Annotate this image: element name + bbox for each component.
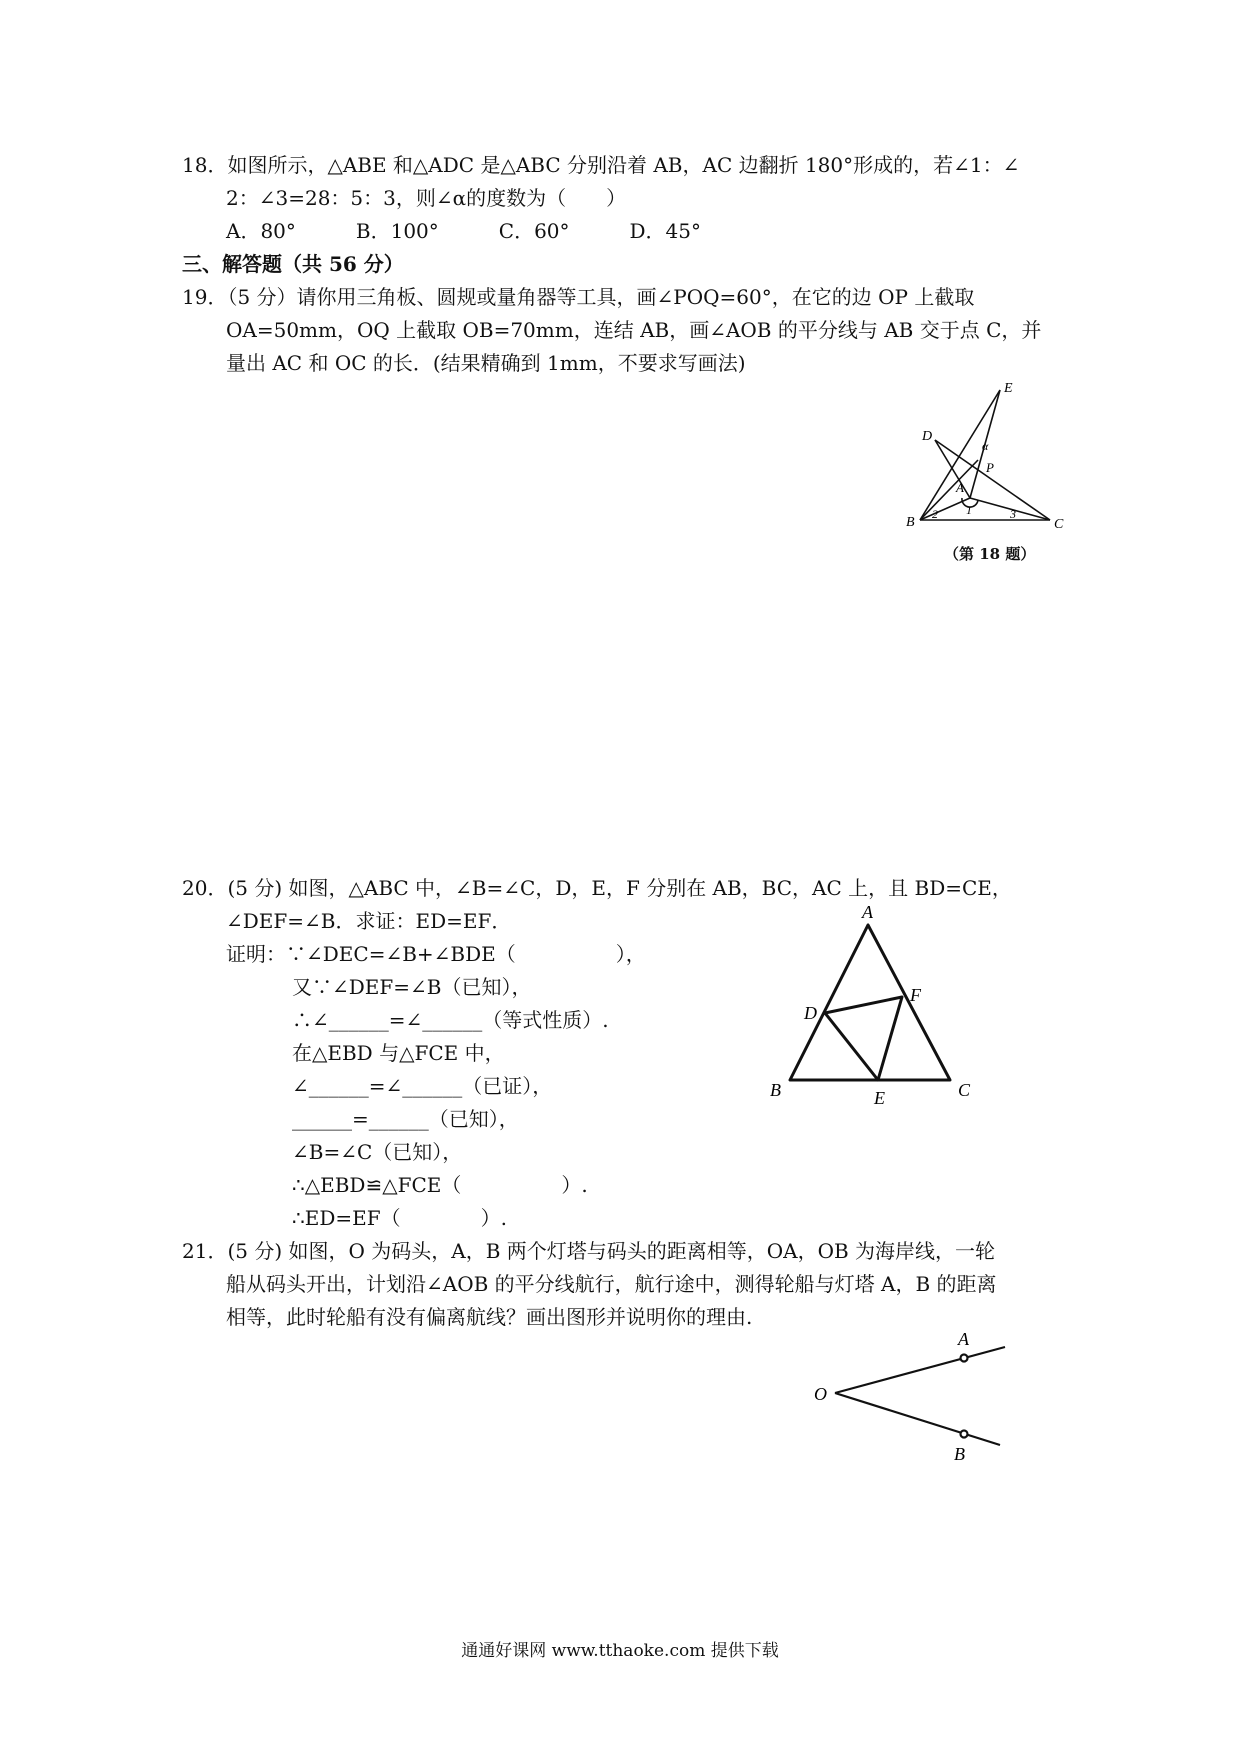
fig21-label-A: A [958,1329,969,1349]
q20-proof-line-9: ∴ED=EF（ ）. [292,1206,507,1230]
fig20-label-B: B [770,1080,781,1100]
q19-line2: OA=50mm，OQ 上截取 OB=70mm，连结 AB，画∠AOB 的平分线与 AB 交于点 C，并 [226,318,1042,342]
fig18-segment-DC [935,440,1050,520]
q20-proof-line-2: 又∵∠DEF=∠B（已知）， [292,975,532,999]
q19-line3: 量出 AC 和 OC 的长．(结果精确到 1mm，不要求写画法) [226,351,746,375]
q20-proof-line-7: ∠B=∠C（已知）， [292,1140,463,1164]
fig18-label-1: 1 [966,503,972,517]
fig18-label-3: 3 [1010,507,1016,521]
fig21-ray-OA [835,1347,1005,1393]
fig18-label-C: C [1054,517,1064,532]
q21-line1: 21．(5 分) 如图，O 为码头，A，B 两个灯塔与码头的距离相等，OA，OB 为海岸线，一轮 [182,1239,996,1263]
fig21-label-B: B [954,1444,965,1464]
fig20-label-A: A [862,902,873,922]
q20-line2: ∠DEF=∠B．求证：ED=EF． [226,909,512,933]
fig18-label-D: D [922,429,933,444]
section-3-heading: 三、解答题（共 56 分） [182,252,404,276]
q19-line1: 19．（5 分）请你用三角板、圆规或量角器等工具，画∠POQ=60°，在它的边 OP 上截取 [182,285,975,309]
fig18-label-A: A [956,480,964,495]
fig20-label-E: E [874,1088,885,1108]
q20-proof-line-4: 在△EBD 与△FCE 中， [292,1041,505,1065]
fig20-label-C: C [958,1080,971,1100]
fig18-label-alpha: α [982,439,989,453]
fig20-label-F: F [910,985,921,1005]
figure-21 [800,1325,1020,1465]
q18-line1: 18．如图所示，△ABE 和△ADC 是△ABC 分别沿着 AB，AC 边翻折 180°形成的，若∠1：∠ [182,153,1020,177]
fig18-label-B: B [906,515,915,530]
q20-proof-line-3: ∴∠______=∠______（等式性质）. [292,1008,609,1032]
page-footer: 通通好课网 www.tthaoke.com 提供下载 [461,1641,779,1661]
fig18-label-P: P [986,460,994,475]
q21-line2: 船从码头开出，计划沿∠AOB 的平分线航行，航行途中，测得轮船与灯塔 A，B 的距离 [226,1272,997,1296]
fig21-point-A [961,1355,968,1362]
q20-proof-line-6: ______=______（已知）， [292,1107,519,1131]
fig21-ray-OB [835,1393,1000,1445]
q20-proof-line-8: ∴△EBD≌△FCE（ ）. [292,1173,588,1197]
q18-line2: 2：∠3=28：5：3，则∠α的度数为（ ） [226,186,627,210]
figure-20 [760,900,990,1115]
q20-proof-line-1: 证明：∵∠DEC=∠B+∠BDE（ ）， [226,942,646,966]
fig18-label-2: 2 [932,507,938,521]
q20-line1: 20．(5 分) 如图，△ABC 中，∠B=∠C，D，E，F 分别在 AB，BC，AC 上，且 BD=CE， [182,876,1012,900]
fig21-point-B [961,1431,968,1438]
q20-proof-line-5: ∠______=∠______（已证）， [292,1074,553,1098]
fig20-label-D: D [804,1003,817,1023]
figure-18 [900,380,1100,540]
fig21-label-O: O [814,1384,827,1404]
fig18-segment-BE [920,390,1000,520]
q18-options: A．80° B．100° C．60° D．45° [226,219,701,243]
fig18-caption: （第 18 题） [944,545,1036,563]
fig18-label-E: E [1004,381,1013,396]
fig20-triangle-DEF [825,997,902,1080]
q21-line3: 相等，此时轮船有没有偏离航线？画出图形并说明你的理由. [226,1305,753,1329]
